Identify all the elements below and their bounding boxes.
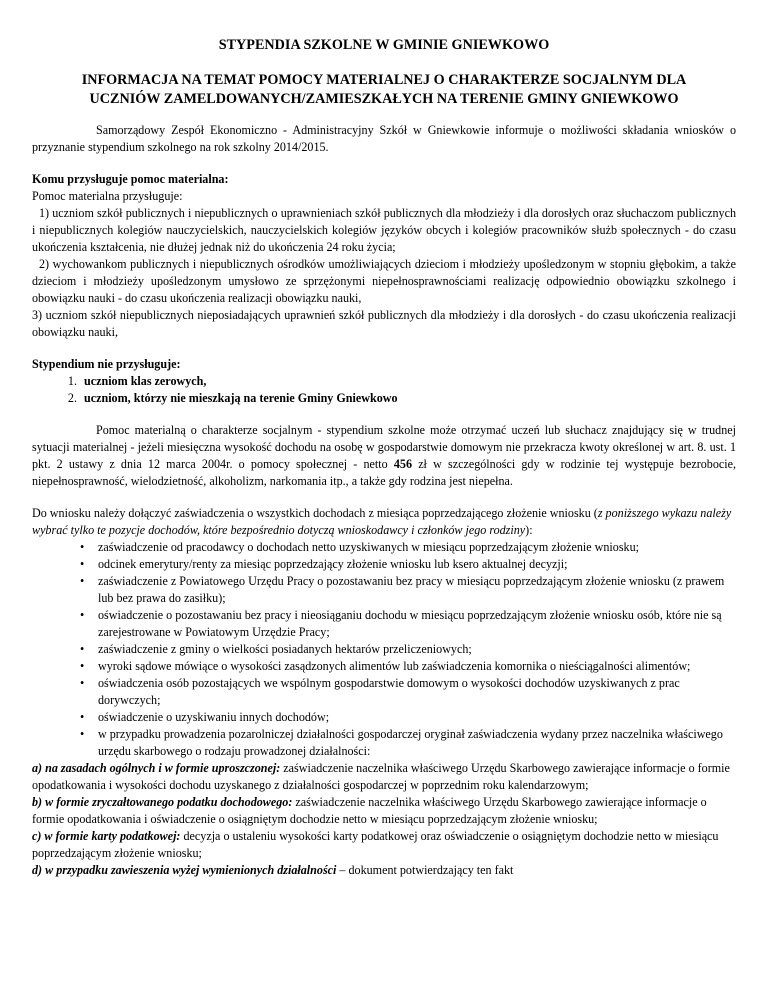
document-item: • zaświadczenie z Powiatowego Urzędu Pracy o pozostawaniu bez pracy w miesiącu poprzedzającym złożenie wniosku (z prawem lub bez prawa do zasiłku); <box>80 573 736 607</box>
documents-lead-text: Do wniosku należy dołączyć zaświadczenia o wszystkich dochodach z miesiąca poprzedzającego złożenie wniosku ( <box>32 506 598 520</box>
page-title: STYPENDIA SZKOLNE W GMINIE GNIEWKOWO <box>218 37 550 53</box>
tax-form-d-lead: d) w przypadku zawieszenia wyżej wymienionych działalności <box>32 863 337 877</box>
document-item: • oświadczenie o pozostawaniu bez pracy i nieosiąganiu dochodu w miesiącu poprzedzającym złożenie wniosku osób, które nie są zarejestrowane w Powiatowym Urzędzie Pracy; <box>80 607 736 641</box>
tax-form-c-lead: c) w formie karty podatkowej: <box>32 829 181 843</box>
tax-forms-section <box>32 760 736 879</box>
criteria-text-2: zł w szczególności gdy w rodzinie tej występuje bezrobocie, niepełnosprawność, wielodzietność, alkoholizm, narkomania itp., a także gdy rodzina jest niepełna. <box>32 457 736 488</box>
eligible-section <box>32 171 736 341</box>
document-item: • odcinek emerytury/renty za miesiąc poprzedzający złożenie wniosku lub ksero aktualnej decyzji; <box>80 556 736 573</box>
tax-form-a <box>32 760 736 794</box>
document-item: • wyroki sądowe mówiące o wysokości zasądzonych alimentów lub zaświadczenia komornika o nieściągalności alimentów; <box>80 658 736 675</box>
tax-form-c-text: decyzja o ustaleniu wysokości karty podatkowej oraz oświadczenie o osiągniętym dochodzie netto w miesiącu poprzedzającym złożenie wniosku; <box>32 829 719 860</box>
document-item: • oświadczenie o uzyskiwaniu innych dochodów; <box>80 709 736 726</box>
tax-form-d-text: – dokument potwierdzający ten fakt <box>336 863 514 877</box>
not-eligible-item-1: 1. uczniom klas zerowych, <box>80 373 736 390</box>
documents-lead-end: ): <box>525 523 533 537</box>
tax-form-c <box>32 828 736 862</box>
income-limit-amount: 456 <box>393 457 412 471</box>
document-item: • w przypadku prowadzenia pozarolniczej działalności gospodarczej oryginał zaświadczenia wydany przez naczelnika właściwego urzędu skarbowego o rodzaju prowadzonej działalności: <box>80 726 736 760</box>
eligible-item-2: 2) wychowankom publicznych i niepublicznych ośrodków umożliwiających dzieciom i młodzieży upośledzonym w stopniu głębokim, a także dzieciom i młodzieży upośledzonym umysłowo ze sprzężonymi niepełnosprawnościami realizację odpowiednio obowiązku szkolnego i obowiązku nauki - do czasu ukończenia realizacji obowiązku nauki, <box>32 257 736 305</box>
tax-form-a-lead: a) na zasadach ogólnych i w formie uproszczonej: <box>32 761 281 775</box>
criteria-paragraph <box>32 422 736 490</box>
intro-paragraph: Samorządowy Zespół Ekonomiczno - Administracyjny Szkół w Gniewkowie informuje o możliwości składania wniosków o przyznanie stypendium szkolnego na rok szkolny 2014/2015. <box>32 123 736 154</box>
tax-form-a-text: zaświadczenie naczelnika właściwego Urzędu Skarbowego zawierające informacje o formie opodatkowania i wysokości dochodu uzyskanego z działalności gospodarczej w poprzednim roku kalendarzowym; <box>32 761 730 792</box>
eligible-item-3: 3) uczniom szkół niepublicznych nieposiadających uprawnień szkół publicznych dla młodzieży i dla dorosłych - do czasu ukończenia realizacji obowiązku nauki, <box>32 308 736 339</box>
document-item: • zaświadczenie z gminy o wielkości posiadanych hektarów przeliczeniowych; <box>80 641 736 658</box>
criteria-text-1: Pomoc materialną o charakterze socjalnym - stypendium szkolne może otrzymać uczeń lub słuchacz znajdujący się w trudnej sytuacji materialnej - jeżeli miesięczna wysokość dochodu na osobę w gospodarstwie domowym nie przekracza kwoty określonej w art. 8. ust. 1 pkt. 2 ustawy z dnia 12 marca 2004r. o pomocy społecznej - netto <box>32 423 736 471</box>
tax-form-d <box>32 862 736 879</box>
eligible-lead: Pomoc materialna przysługuje: <box>32 189 183 203</box>
documents-section <box>32 505 736 760</box>
tax-form-b-lead: b) w formie zryczałtowanego podatku dochodowego: <box>32 795 293 809</box>
not-eligible-section <box>32 356 736 407</box>
not-eligible-heading: Stypendium nie przysługuje: <box>32 357 181 371</box>
not-eligible-list <box>32 373 736 407</box>
eligible-heading: Komu przysługuje pomoc materialna: <box>32 172 229 186</box>
tax-form-b-text: zaświadczenie naczelnika właściwego Urzędu Skarbowego zawierające informacje o formie opodatkowania i oświadczenie o osiągniętym dochodzie netto w miesiącu poprzedzającym złożenie wniosku; <box>32 795 707 826</box>
documents-lead-note: z poniższego wykazu należy wybrać tylko te pozycje dochodów, które bezpośrednio dotyczą wnioskodawcy i członków jego rodziny <box>32 506 732 537</box>
documents-list <box>32 539 736 760</box>
page-subtitle <box>32 71 736 109</box>
document-item: • zaświadczenie od pracodawcy o dochodach netto uzyskiwanych w miesiącu poprzedzającym złożenie wniosku; <box>80 539 736 556</box>
subtitle-line-1: INFORMACJA NA TEMAT POMOCY MATERIALNEJ O CHARAKTERZE SOCJALNYM DLA <box>81 72 687 88</box>
document-item: • oświadczenia osób pozostających we wspólnym gospodarstwie domowym o wysokości dochodów uzyskiwanych z prac dorywczych; <box>80 675 736 709</box>
documents-lead <box>32 505 736 539</box>
subtitle-line-2: UCZNIÓW ZAMELDOWANYCH/ZAMIESZKAŁYCH NA TERENIE GMINY GNIEWKOWO <box>89 91 679 107</box>
not-eligible-item-2: 2. uczniom, którzy nie mieszkają na terenie Gminy Gniewkowo <box>80 390 736 407</box>
eligible-item-1: 1) uczniom szkół publicznych i niepublicznych o uprawnieniach szkół publicznych dla młodzieży i dla dorosłych oraz słuchaczom publicznych i niepublicznych kolegiów nauczycielskich, nauczycielskich kolegiów języków obcych i kolegiów pracowników służb społecznych - do czasu ukończenia kształcenia, nie dłużej jednak niż do ukończenia 24 roku życia; <box>32 206 736 254</box>
tax-form-b <box>32 794 736 828</box>
